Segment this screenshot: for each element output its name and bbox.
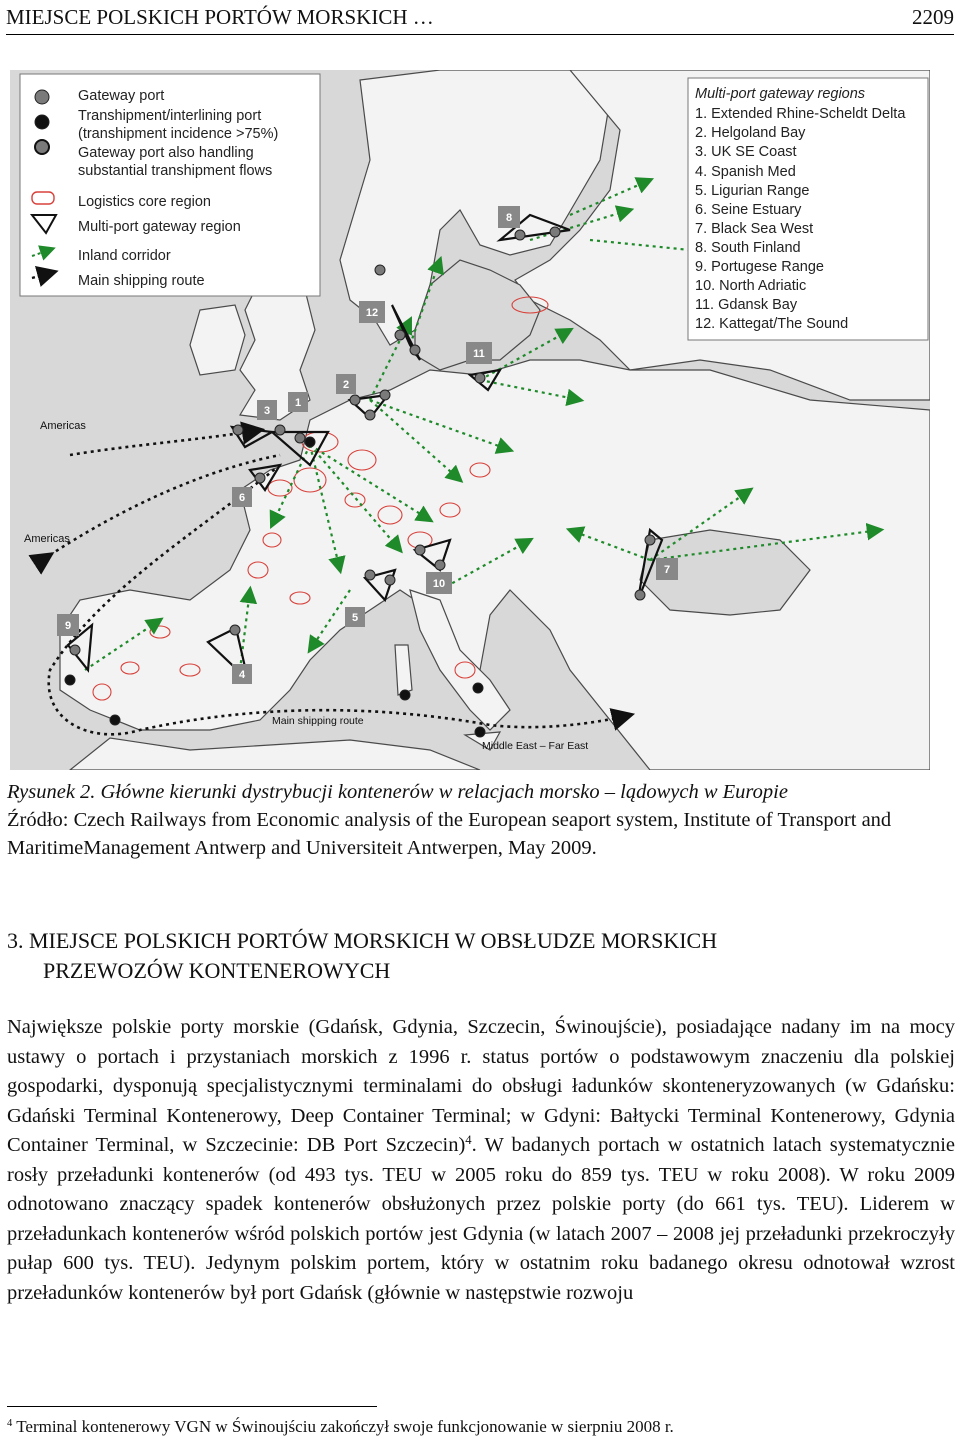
gateway-port bbox=[515, 230, 525, 240]
region-number: 4 bbox=[238, 669, 246, 681]
gateway-port bbox=[410, 345, 420, 355]
transhipment-port bbox=[400, 690, 410, 700]
legend-item: Transhipment/interlining port bbox=[78, 108, 262, 124]
footnote-reference[interactable]: 4 bbox=[465, 1133, 472, 1148]
region-box-8 bbox=[498, 206, 520, 228]
transhipment-port bbox=[65, 675, 75, 685]
transhipment-port bbox=[110, 715, 120, 725]
gateway-port bbox=[365, 410, 375, 420]
gateway-port bbox=[70, 645, 80, 655]
gateway-port bbox=[275, 425, 285, 435]
gateway-port bbox=[375, 265, 385, 275]
gateway-port bbox=[350, 395, 360, 405]
label-main-shipping-route: Main shipping route bbox=[272, 715, 364, 727]
section-heading-line1: 3. MIEJSCE POLSKICH PORTÓW MORSKICH W OBSŁUDZE MORSKICH bbox=[7, 928, 718, 953]
region-name: 8. South Finland bbox=[695, 240, 801, 256]
legend-item: (transhipment incidence >75%) bbox=[78, 126, 279, 142]
region-name: 4. Spanish Med bbox=[695, 164, 796, 180]
region-box-9 bbox=[57, 614, 79, 636]
legend-item: Logistics core region bbox=[78, 194, 211, 210]
region-number: 6 bbox=[238, 492, 246, 504]
transhipment-port bbox=[473, 683, 483, 693]
gateway-port bbox=[395, 330, 405, 340]
section-heading bbox=[7, 926, 955, 986]
ireland-land bbox=[190, 305, 245, 375]
region-number: 10 bbox=[432, 578, 446, 590]
gateway-port bbox=[645, 535, 655, 545]
gateway-port bbox=[550, 227, 560, 237]
europe-port-map bbox=[10, 70, 930, 770]
region-name: 6. Seine Estuary bbox=[695, 202, 802, 218]
region-box-12 bbox=[359, 301, 385, 323]
gateway-port bbox=[475, 373, 485, 383]
region-name: 3. UK SE Coast bbox=[695, 144, 797, 160]
region-number: 2 bbox=[342, 379, 350, 391]
gateway-port bbox=[635, 590, 645, 600]
region-number: 7 bbox=[663, 564, 671, 576]
figure-caption bbox=[7, 778, 955, 862]
body-paragraph bbox=[7, 1013, 955, 1308]
region-name: 2. Helgoland Bay bbox=[695, 125, 806, 141]
running-header bbox=[6, 2, 954, 35]
region-number: 1 bbox=[294, 397, 302, 409]
page-number: 2209 bbox=[912, 5, 954, 29]
legend-transhipment-circle bbox=[35, 115, 49, 129]
gateway-port bbox=[365, 570, 375, 580]
region-box-4 bbox=[232, 664, 252, 684]
gateway-port bbox=[255, 473, 265, 483]
gateway-port bbox=[435, 560, 445, 570]
footnote-text: Terminal kontenerowy VGN w Świnoujściu zakończył swoje funkcjonowanie w sierpniu 2008 r. bbox=[12, 1417, 674, 1436]
region-number: 8 bbox=[505, 212, 513, 224]
gateway-port bbox=[295, 433, 305, 443]
region-name: 10. North Adriatic bbox=[695, 278, 807, 294]
region-name: 12. Kattegat/The Sound bbox=[695, 316, 849, 332]
legend-item: Main shipping route bbox=[78, 273, 205, 289]
gateway-port bbox=[385, 575, 395, 585]
gateway-port bbox=[380, 390, 390, 400]
legend-item: Inland corridor bbox=[78, 248, 171, 264]
legend-right-title: Multi-port gateway regions bbox=[695, 86, 866, 102]
region-box-6 bbox=[232, 487, 252, 507]
gateway-port bbox=[415, 545, 425, 555]
legend-gateway-circle bbox=[35, 90, 49, 104]
section-heading-line2: PRZEWOZÓW KONTENEROWYCH bbox=[43, 958, 391, 983]
footnote-number: 4 bbox=[7, 1418, 13, 1430]
legend-gateway-transhipment-circle bbox=[35, 140, 49, 154]
region-box-11 bbox=[466, 342, 492, 364]
legend-right bbox=[688, 78, 928, 340]
region-box-10 bbox=[426, 572, 452, 594]
legend-left bbox=[20, 74, 320, 296]
body-text-part1: Największe polskie porty morskie (Gdańsk, Gdynia, Szczecin, Świnoujście), posiadające nadany im na mocy ustawy o portach i przystaniach morskich z 1996 r. status portów o podstawowym znaczeniu dla polskiej gospodarki, dysponują specjalistycznymi terminalami do obsługi ładunków skonteneryzowanych (w Gdańsku: Gdański Terminal Kontenerowy, Deep Container Terminal; w Gdyni: Bałtycki Terminal Kontenerowy, Gdynia Container Terminal, w Szczecinie: DB Port Szczecin) bbox=[7, 1016, 955, 1156]
region-name: 11. Gdansk Bay bbox=[695, 297, 798, 313]
transhipment-port bbox=[305, 437, 315, 447]
gateway-port bbox=[230, 625, 240, 635]
region-box-1 bbox=[288, 392, 308, 412]
gateway-port bbox=[233, 425, 243, 435]
label-middle-east: Middle East – Far East bbox=[482, 740, 589, 752]
label-americas-top: Americas bbox=[40, 420, 86, 432]
legend-item: substantial transhipment flows bbox=[78, 163, 273, 179]
caption-source: Źródło: Czech Railways from Economic analysis of the European seaport system, Institute of Transport and MaritimeManagement Antwerp and Universiteit Antwerpen, May 2009. bbox=[7, 809, 892, 859]
region-number: 9 bbox=[64, 620, 72, 632]
region-name: 5. Ligurian Range bbox=[695, 183, 810, 199]
region-number: 12 bbox=[365, 307, 379, 319]
footnote-divider bbox=[7, 1406, 377, 1407]
body-text-part2: . W badanych portach w ostatnich latach systematycznie rosły przeładunki kontenerów (od 493 tys. TEU w 2005 roku do 859 tys. TEU w roku 2008). W roku 2009 odnotowano znaczący spadek kontenerów obsłużonych przez polskie porty (do 661 tys. TEU). Liderem w przeładunkach kontenerów wśród polskich portów jest Gdynia (w latach 2007 – 2008 jej przeładunki przekroczyły pułap 600 tys. TEU). Jedynym polskim portem, który w ostatnim roku badanego okresu odnotował wzrost przeładunków kontenerów był port Gdańsk (głównie w następstwie rozwoju bbox=[7, 1134, 955, 1304]
region-box-5 bbox=[345, 607, 365, 627]
transhipment-port bbox=[475, 727, 485, 737]
header-title: MIEJSCE POLSKICH PORTÓW MORSKICH … bbox=[6, 5, 434, 29]
region-number: 5 bbox=[351, 612, 359, 624]
caption-figure-title: Rysunek 2. Główne kierunki dystrybucji kontenerów w relacjach morsko – lądowych w Europie bbox=[7, 781, 788, 803]
legend-item: Gateway port also handling bbox=[78, 145, 254, 161]
map-svg bbox=[10, 70, 930, 770]
legend-item: Gateway port bbox=[78, 88, 165, 104]
legend-item: Multi-port gateway region bbox=[78, 219, 241, 235]
footnote bbox=[7, 1416, 955, 1438]
label-americas-bottom: Americas bbox=[24, 533, 70, 545]
region-number: 11 bbox=[473, 348, 485, 360]
region-name: 9. Portugese Range bbox=[695, 259, 824, 275]
region-box-3 bbox=[257, 400, 277, 420]
region-name: 7. Black Sea West bbox=[695, 221, 814, 237]
region-name: 1. Extended Rhine-Scheldt Delta bbox=[695, 106, 906, 122]
region-number: 3 bbox=[263, 405, 271, 417]
region-box-2 bbox=[336, 374, 356, 394]
region-box-7 bbox=[656, 558, 678, 580]
